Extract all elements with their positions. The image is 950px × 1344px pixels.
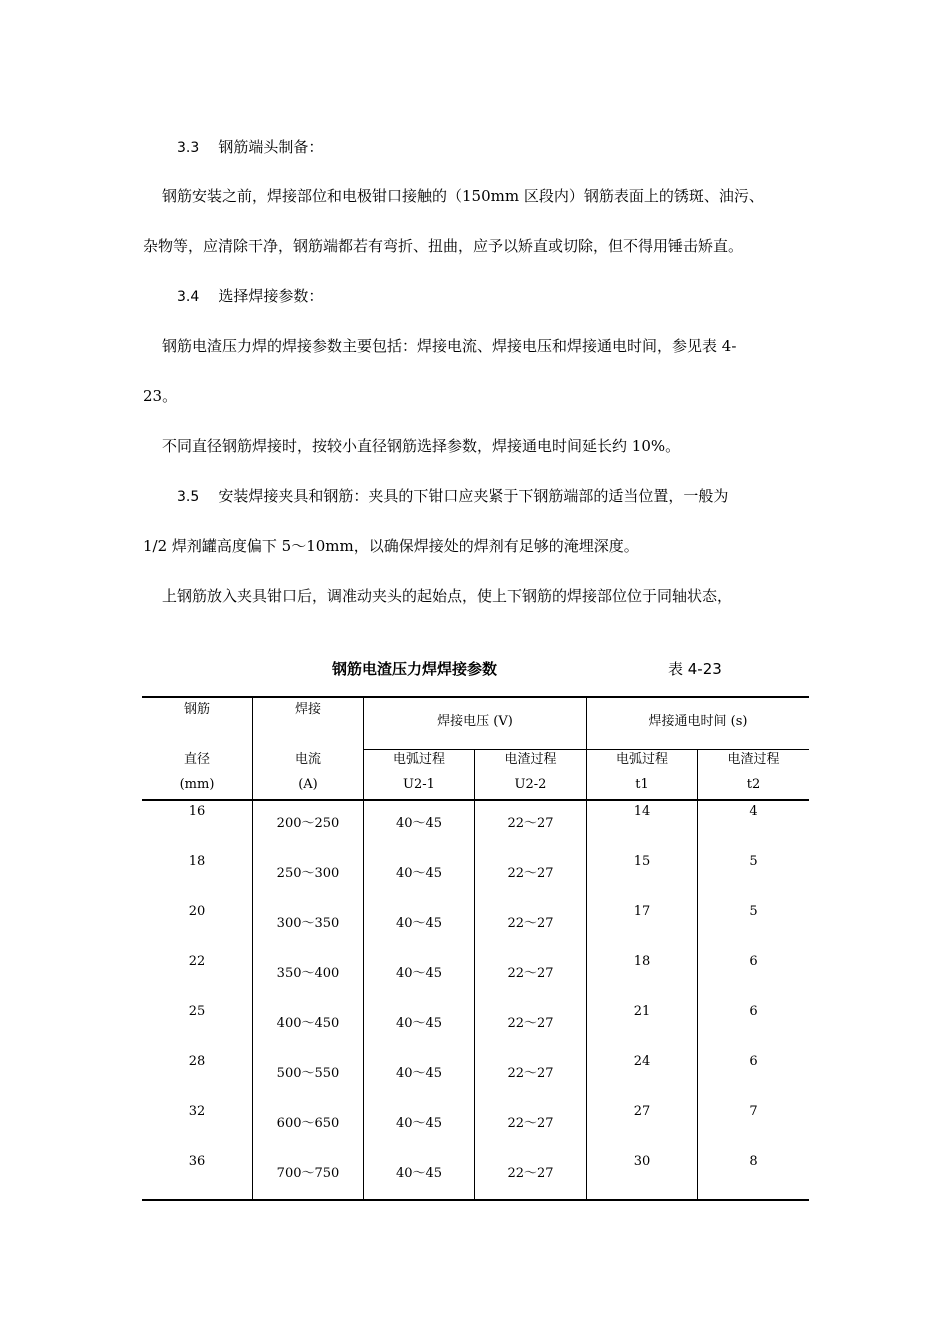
paragraph-line: 杂物等，应清除干净，钢筋端都若有弯折、扭曲，应予以矫直或切除，但不得用锤击矫直。 xyxy=(143,237,744,255)
table-title: 钢筋电渣压力焊焊接参数 xyxy=(332,660,498,678)
table-bottom-rule xyxy=(142,1199,809,1201)
slag-time-cell: 6 xyxy=(749,954,758,969)
section-3-4-heading xyxy=(177,286,323,307)
arc-time-cell: 30 xyxy=(633,1154,651,1169)
paragraph-line: 23。 xyxy=(143,387,178,405)
slag-time-cell: 7 xyxy=(749,1104,758,1119)
diameter-cell: 18 xyxy=(188,854,206,869)
diameter-cell: 32 xyxy=(188,1104,206,1119)
arc-time-cell: 27 xyxy=(633,1104,651,1119)
current-cell: 500～550 xyxy=(276,1066,340,1081)
header-diameter-top: 钢筋 xyxy=(183,702,210,717)
header-diameter xyxy=(142,702,252,718)
arc-voltage-cell: 40～45 xyxy=(395,866,443,881)
section-3-3-heading xyxy=(177,137,323,158)
arc-time-cell: 14 xyxy=(633,804,651,819)
header-current-label xyxy=(253,752,363,793)
slag-time-cell: 5 xyxy=(749,904,758,919)
header-current xyxy=(253,702,363,718)
slag-time-cell: 8 xyxy=(749,1154,758,1169)
paragraph-line: 钢筋安装之前，焊接部位和电极钳口接触的（150mm 区段内）钢筋表面上的锈斑、油污、 xyxy=(162,187,764,205)
header-t2-top: 电渣过程 xyxy=(727,752,780,767)
current-cell: 400～450 xyxy=(276,1016,340,1031)
header-t2 xyxy=(698,752,809,793)
diameter-cell: 36 xyxy=(188,1154,206,1169)
header-diameter-unit: (mm) xyxy=(179,777,215,792)
arc-voltage-cell: 40～45 xyxy=(395,1016,443,1031)
section-3-5-heading xyxy=(177,486,728,507)
slag-voltage-cell: 22～27 xyxy=(507,1066,554,1081)
slag-voltage-cell: 22～27 xyxy=(507,1166,554,1181)
header-u2-2-top: 电渣过程 xyxy=(504,752,557,767)
table-number: 表 4-23 xyxy=(668,660,722,678)
current-cell: 300～350 xyxy=(276,916,340,931)
header-t1 xyxy=(587,752,697,793)
header-u2-1-bot: U2-1 xyxy=(403,777,435,792)
current-cell: 250～300 xyxy=(276,866,340,881)
paragraph-line: 上钢筋放入夹具钳口后，调准动夹头的起始点，使上下钢筋的焊接部位位于同轴状态， xyxy=(162,587,733,605)
slag-voltage-cell: 22～27 xyxy=(507,1116,554,1131)
slag-voltage-cell: 22～27 xyxy=(507,816,554,831)
table-top-rule xyxy=(142,696,809,698)
welding-parameters-table xyxy=(142,696,809,1201)
section-number: 3.3 xyxy=(177,140,200,156)
section-number: 3.5 xyxy=(177,489,200,505)
paragraph-line: 不同直径钢筋焊接时，按较小直径钢筋选择参数，焊接通电时间延长约 10%。 xyxy=(162,437,681,455)
current-cell: 600～650 xyxy=(276,1116,340,1131)
header-time-group: 焊接通电时间 (s) xyxy=(648,714,748,729)
slag-voltage-cell: 22～27 xyxy=(507,916,554,931)
arc-time-cell: 24 xyxy=(633,1054,651,1069)
paragraph-line: 1/2 焊剂罐高度偏下 5～10mm，以确保焊接处的焊剂有足够的淹埋深度。 xyxy=(143,537,639,555)
header-u2-2-bot: U2-2 xyxy=(514,777,547,792)
slag-time-cell: 4 xyxy=(749,804,758,819)
arc-voltage-cell: 40～45 xyxy=(395,816,443,831)
header-current-mid: 电流 xyxy=(294,752,321,767)
diameter-cell: 20 xyxy=(188,904,206,919)
arc-voltage-cell: 40～45 xyxy=(395,916,443,931)
header-u2-1-top: 电弧过程 xyxy=(392,752,445,767)
diameter-cell: 22 xyxy=(188,954,206,969)
header-diameter-mid: 直径 xyxy=(183,752,210,767)
slag-time-cell: 6 xyxy=(749,1054,758,1069)
header-bottom-rule xyxy=(142,799,809,801)
current-cell: 200～250 xyxy=(276,816,340,831)
arc-voltage-cell: 40～45 xyxy=(395,1116,443,1131)
arc-time-cell: 17 xyxy=(633,904,651,919)
header-current-unit: (A) xyxy=(298,777,318,792)
header-t1-top: 电弧过程 xyxy=(615,752,668,767)
diameter-cell: 16 xyxy=(188,804,206,819)
section-title: 钢筋端头制备： xyxy=(218,138,324,156)
current-cell: 350～400 xyxy=(276,966,340,981)
header-u2-1 xyxy=(364,752,474,793)
arc-time-cell: 18 xyxy=(633,954,651,969)
section-number: 3.4 xyxy=(177,289,200,305)
diameter-cell: 25 xyxy=(188,1004,206,1019)
slag-voltage-cell: 22～27 xyxy=(507,1016,554,1031)
slag-time-cell: 5 xyxy=(749,854,758,869)
section-title: 选择焊接参数： xyxy=(218,287,324,305)
arc-time-cell: 15 xyxy=(633,854,651,869)
header-voltage-group: 焊接电压 (V) xyxy=(437,714,513,729)
arc-time-cell: 21 xyxy=(633,1004,651,1019)
slag-voltage-cell: 22～27 xyxy=(507,966,554,981)
header-current-top: 焊接 xyxy=(294,702,321,717)
arc-voltage-cell: 40～45 xyxy=(395,1166,443,1181)
slag-voltage-cell: 22～27 xyxy=(507,866,554,881)
current-cell: 700～750 xyxy=(276,1166,340,1181)
header-t2-bot: t2 xyxy=(746,777,761,792)
slag-time-cell: 6 xyxy=(749,1004,758,1019)
header-diameter-label xyxy=(142,752,252,793)
paragraph-line: 钢筋电渣压力焊的焊接参数主要包括：焊接电流、焊接电压和焊接通电时间，参见表 4- xyxy=(162,337,737,355)
arc-voltage-cell: 40～45 xyxy=(395,1066,443,1081)
header-t1-bot: t1 xyxy=(635,777,649,792)
arc-voltage-cell: 40～45 xyxy=(395,966,443,981)
header-u2-2 xyxy=(475,752,586,793)
section-text: 安装焊接夹具和钢筋：夹具的下钳口应夹紧于下钢筋端部的适当位置，一般为 xyxy=(218,487,729,505)
diameter-cell: 28 xyxy=(188,1054,206,1069)
